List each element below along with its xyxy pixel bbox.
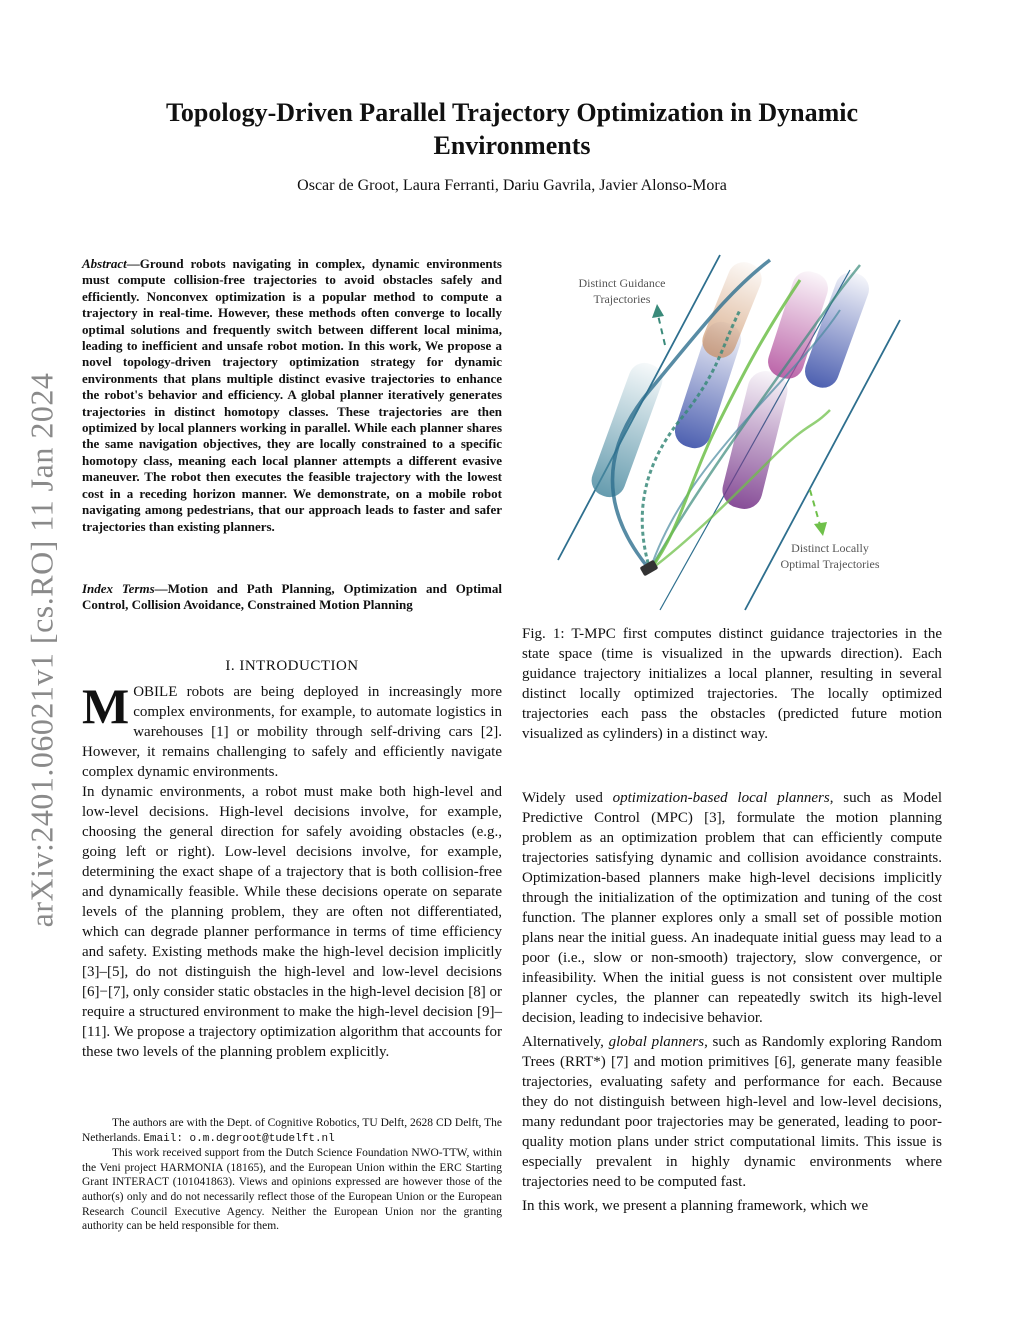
- index-terms-label: Index Terms: [82, 581, 155, 596]
- author-list: Oscar de Groot, Laura Ferranti, Dariu Gavrila, Javier Alonso-Mora: [297, 177, 727, 194]
- guidance-arrow: [658, 315, 665, 345]
- right-paragraph-1-a: Widely used: [522, 790, 613, 806]
- guidance-arrow-head: [652, 304, 664, 318]
- right-paragraph-1: [522, 788, 942, 1028]
- figure-label-optimal-2: Optimal Trajectories: [780, 557, 880, 571]
- figure-label-optimal-1: Distinct Locally: [791, 541, 869, 555]
- figure-caption: Fig. 1: T-MPC first computes distinct guidance trajectories in the state space (time is visualized in the upwards direction). Each guidance trajectory initializes a local planner, resulting in several distinct locally optimized trajectories. The locally optimized trajectories each pass the obstacles (predicted future motion visualized as cylinders) in a distinct way.: [522, 626, 942, 742]
- intro-body: [82, 678, 502, 1062]
- footnote-affiliation: [82, 1116, 502, 1146]
- section-heading: I. INTRODUCTION: [225, 658, 359, 674]
- intro-paragraph-1-text: OBILE robots are being deployed in increasingly more complex environments, for example, to automate logistics in warehouses [1] or mobility through self-driving cars [2]. However, it remains challenging to safely and efficiently navigate complex dynamic environments.: [82, 684, 502, 780]
- footnote-email: Email: o.m.degroot@tudelft.nl: [143, 1132, 335, 1145]
- arxiv-identifier: arXiv:2401.06021v1 [cs.RO] 11 Jan 2024: [23, 372, 60, 928]
- right-paragraph-3: In this work, we present a planning framework, which we: [522, 1198, 869, 1214]
- right-paragraph-2: [522, 1032, 942, 1192]
- right-paragraph-2-a: Alternatively,: [522, 1034, 609, 1050]
- footnote-affiliation-text: The authors are with the Dept. of Cognitive Robotics, TU Delft, 2628 CD Delft, The Netherlands.: [82, 1117, 502, 1144]
- figure-1: [540, 250, 910, 615]
- paper-title: Topology-Driven Parallel Trajectory Optimization in Dynamic Environments: [165, 98, 859, 160]
- right-paragraph-1-em: optimization-based local planners: [612, 790, 830, 806]
- footnote-funding: This work received support from the Dutch Science Foundation NWO-TTW, within the Veni project HARMONIA (18165), and the European Union within the ERC Starting Grant INTERACT (101041863). Views and opinions expressed are however those of the author(s) only and do not necessarily reflect those of the European Union or the European Research Council Executive Agency. Neither the European Union nor the granting authority can be held responsible for them.: [82, 1147, 502, 1233]
- right-paragraph-2-b: , such as Randomly exploring Random Trees (RRT*) [7] and motion primitives [6], generate many feasible trajectories, evaluating safety and performance for each. Because they do not distinguish between high-level and low-level decisions, many redundant poor trajectories may be generated, leading to poor-quality motion plans under strict computational limits. This issue is especially prevalent in highly dynamic environments where trajectories need to be computed fast.: [522, 1034, 943, 1190]
- drop-cap: M: [82, 678, 130, 734]
- abstract-label: Abstract: [82, 256, 127, 271]
- intro-paragraph-1: [82, 678, 502, 782]
- abstract-text: —Ground robots navigating in complex, dynamic environments must compute collision-free trajectories to avoid obstacles safely and efficiently. Nonconvex optimization is a popular method to compute a trajectory in real-time. However, these methods often converge to locally optimal solutions and frequently switch between different local minima, leading to inefficient and unsafe robot motion. In this work, We propose a novel topology-driven trajectory optimization strategy for dynamic environments that plans multiple distinct evasive trajectories to enhance the robot's behavior and efficiency. A global planner iteratively generates trajectories in distinct homotopy classes. These trajectories are then optimized by local planners working in parallel. While each planner shares the same navigation objectives, they are locally constrained to a specific homotopy class, meaning each local planner attempts a different evasive maneuver. The robot then executes the feasible trajectory with the lowest cost in a receding horizon manner. We demonstrate, on a mobile robot navigating among pedestrians, that our approach leads to faster and safer trajectories than existing planners.: [82, 256, 502, 534]
- footnote: [82, 1116, 502, 1234]
- optimal-arrow: [810, 490, 820, 525]
- obstacle-cylinder-1: [587, 358, 667, 501]
- index-terms-text: —Motion and Path Planning, Optimization and Optimal Control, Collision Avoidance, Constrained Motion Planning: [82, 581, 502, 613]
- index-terms: [82, 581, 502, 614]
- right-paragraph-1-b: , such as Model Predictive Control (MPC) [3], formulate the motion planning problem as an optimization problem that can efficiently compute trajectories satisfying dynamic and collision avoidance constraints. Optimization-based planners make high-level decisions implicitly through the initialization of the optimization and tuning of the cost function. The planner explores only a small set of possible motion plans near the initial guess. An inadequate initial guess may lead to a poor (i.e., slow or non-smooth) trajectory, slow convergence, or infeasibility. When the initial guess is not consistent over multiple planner cycles, the planner can repeatedly switch its high-level decision, leading to indecisive behavior.: [522, 790, 942, 1026]
- optimal-arrow-head: [814, 522, 827, 536]
- right-paragraph-2-em: global planners: [608, 1034, 705, 1050]
- abstract: [82, 256, 502, 535]
- right-column-body: [522, 788, 942, 1220]
- intro-paragraph-2: In dynamic environments, a robot must make both high-level and low-level decisions. High-level decisions involve, for example, choosing the general direction for safely avoiding obstacles (e.g., going left or right). Low-level decisions involve, for example, determining the exact shape of a trajectory that is both collision-free and dynamically feasible. While these decisions operate on separate levels of the planning problem, they are often not differentiated, which can degrade planner performance in terms of time efficiency and safety. Existing methods make the high-level decision implicitly [3]–[5], do not distinguish the high-level and low-level decisions [6]−[7], only consider static obstacles in the high-level decision [8] or require a structured environment to make the high-level decision [9]–[11]. We propose a trajectory optimization algorithm that accounts for these two levels of the planning problem explicitly.: [82, 784, 502, 1060]
- figure-label-guidance-1: Distinct Guidance: [578, 276, 666, 290]
- figure-label-guidance-2: Trajectories: [593, 292, 651, 306]
